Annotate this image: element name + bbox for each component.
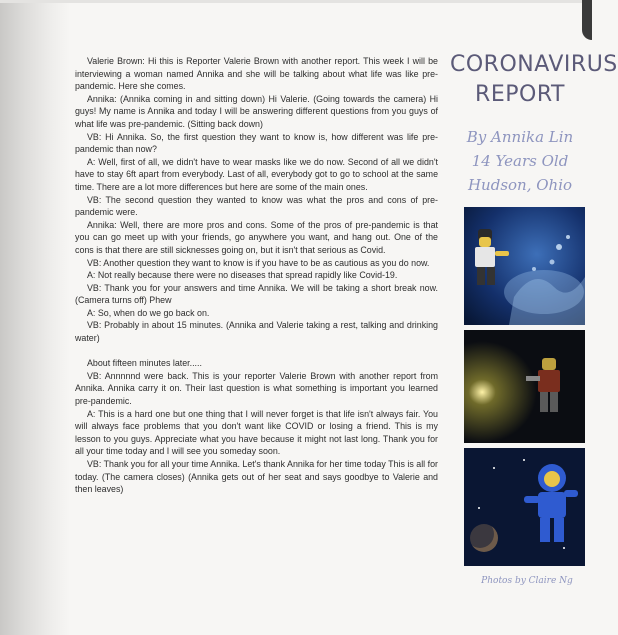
- paragraph: A: Well, first of all, we didn't have to wear masks like we do now. Second of all we didn't have to stay 6ft apart from everybody. Last of all, everybody got to go to school at the same time. There are a lot more differences but here are some of the main ones.: [75, 156, 438, 192]
- lego-splash-photo: [464, 207, 585, 325]
- page-top-edge: [0, 0, 592, 3]
- byline-name: By Annika Lin: [466, 128, 574, 146]
- paragraph: Annika: (Annika coming in and sitting down) Hi Valerie. (Going towards the camera) Hi guys! My name is Annika and today I will be answering different questions from you guys of what life was pre-pandemic. (Sitting back down): [75, 93, 438, 129]
- paragraph: VB: Probably in about 15 minutes. (Annika and Valerie taking a rest, talking and drinking water): [75, 320, 438, 344]
- page-corner: [582, 0, 592, 40]
- paragraph: About fifteen minutes later.....: [87, 358, 202, 369]
- byline: [455, 125, 585, 197]
- paragraph: VB: Another question they want to know is if you have to be as cautious as you do now.: [87, 257, 430, 268]
- paragraph: VB: Thank you for all your time Annika. Let's thank Annika for her time today This is all for today. (The camera closes) (Annika gets out of her seat and says goodbye to Valerie and then leaves): [75, 459, 438, 495]
- page-spine-shadow: [0, 0, 70, 635]
- paragraph: VB: Thank you for your answers and time Annika. We will be taking a short break now. (Camera turns off) Phew: [75, 282, 438, 306]
- interview-article: [75, 55, 438, 496]
- title-line: REPORT: [475, 82, 565, 107]
- lego-flashlight-photo: [464, 330, 585, 443]
- paragraph: A: So, when do we go back on.: [87, 307, 210, 318]
- paragraph: A: This is a hard one but one thing that I will never forget is that life isn't always fair. You will always face problems that you don't want like COVID or losing a friend. This is my lesson to you guys. Appreciate what you have because it might not last long. Thank you for all your time today and I will see you someday soon.: [75, 408, 438, 457]
- paragraph: VB: Annnnnd were back. This is your reporter Valerie Brown with another report from Annika. Annika carry it on. Their last question is what something is important you learned pre-pandemic.: [75, 370, 438, 407]
- paragraph: VB: The second question they wanted to know was what the pros and cons of pre-pandemic were.: [75, 194, 438, 218]
- photo-credit: Photos by Claire Ng: [481, 576, 573, 586]
- report-title: [450, 50, 618, 110]
- paragraph: VB: Hi Annika. So, the first question they want to know is, how different was life pre-pandemic than now?: [75, 131, 438, 155]
- byline-location: Hudson, Ohio: [467, 176, 573, 194]
- paragraph: Valerie Brown: Hi this is Reporter Valerie Brown with another report. This week I will be interviewing a woman named Annika and she will be talking about what life was like pre-pandemic. Here she comes.: [75, 56, 438, 92]
- paragraph: A: Not really because there were no diseases that spread rapidly like Covid-19.: [87, 270, 398, 281]
- title-line: CORONAVIRUS: [450, 52, 618, 77]
- byline-age: 14 Years Old: [471, 152, 569, 170]
- lego-astronaut-photo: [464, 448, 585, 566]
- paragraph: Annika: Well, there are more pros and cons. Some of the pros of pre-pandemic is that you can go meet up with your friends, go anywhere you want, and hang out. One of the cons is that there are still sicknesses going on, but it isn't that serious as Covid.: [75, 219, 438, 255]
